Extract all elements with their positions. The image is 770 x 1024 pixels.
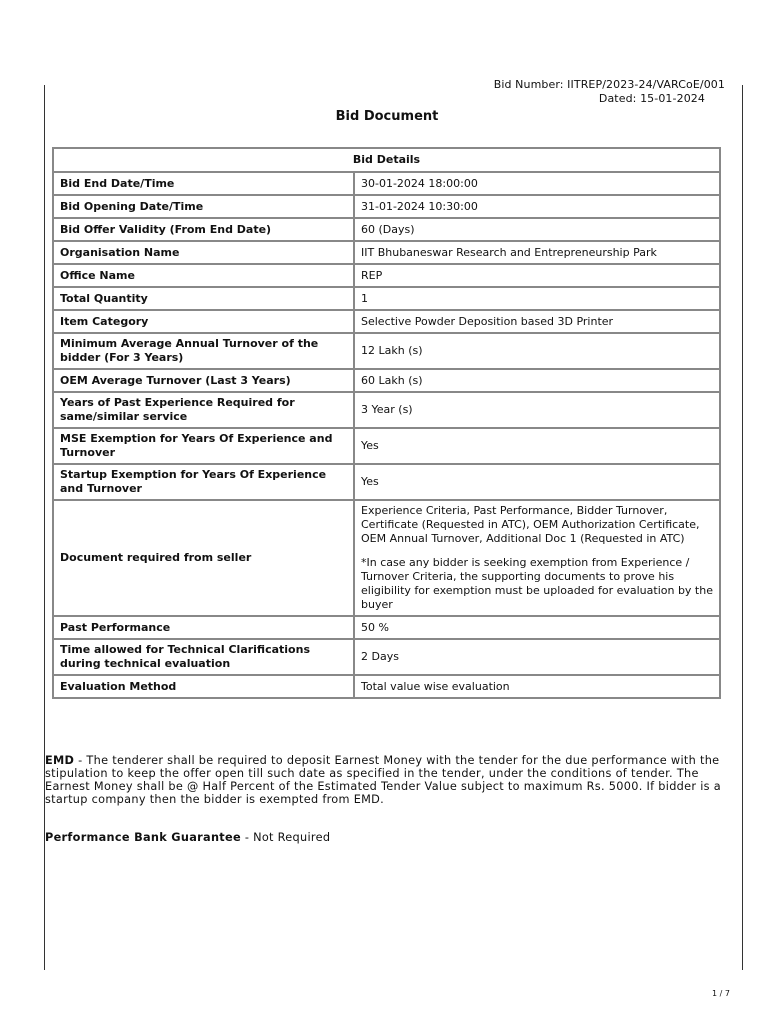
- row-label: Evaluation Method: [53, 675, 354, 698]
- row-value: Yes: [354, 464, 720, 500]
- emd-paragraph: [45, 754, 735, 806]
- row-label: Past Performance: [53, 616, 354, 639]
- table-row: [53, 287, 720, 310]
- row-value: 60 Lakh (s): [354, 369, 720, 392]
- table-heading-row: [53, 148, 720, 172]
- row-label: OEM Average Turnover (Last 3 Years): [53, 369, 354, 392]
- row-label: Startup Exemption for Years Of Experience and Turnover: [53, 464, 354, 500]
- row-label: Document required from seller: [53, 500, 354, 616]
- bid-details-table: [52, 147, 721, 699]
- row-value: 2 Days: [354, 639, 720, 675]
- bid-header: [494, 78, 725, 106]
- table-row: [53, 241, 720, 264]
- emd-label: EMD: [45, 754, 75, 767]
- row-value-cell: [354, 500, 720, 616]
- row-value: 12 Lakh (s): [354, 333, 720, 369]
- row-label: Organisation Name: [53, 241, 354, 264]
- pbg-label: Performance Bank Guarantee: [45, 831, 241, 844]
- table-row: [53, 464, 720, 500]
- row-value: IIT Bhubaneswar Research and Entrepreneurship Park: [354, 241, 720, 264]
- table-row: [53, 310, 720, 333]
- row-label: Item Category: [53, 310, 354, 333]
- row-value: Selective Powder Deposition based 3D Printer: [354, 310, 720, 333]
- table-row: [53, 264, 720, 287]
- table-row: [53, 428, 720, 464]
- row-label: Office Name: [53, 264, 354, 287]
- row-label: Bid End Date/Time: [53, 172, 354, 195]
- row-value: Total value wise evaluation: [354, 675, 720, 698]
- table-row: [53, 392, 720, 428]
- table-row: [53, 172, 720, 195]
- right-margin-line: [742, 85, 743, 970]
- page-title: Bid Document: [335, 109, 439, 124]
- exemption-note: *In case any bidder is seeking exemption from Experience / Turnover Criteria, the supporting documents to prove his eligibility for exemption must be uploaded for evaluation by the buyer: [361, 556, 713, 611]
- row-value: Experience Criteria, Past Performance, Bidder Turnover, Certificate (Requested in ATC), OEM Authorization Certificate, OEM Annual Turnover, Additional Doc 1 (Requested in ATC): [361, 504, 700, 545]
- table-row: [53, 195, 720, 218]
- table-row: [53, 218, 720, 241]
- table-heading: Bid Details: [53, 148, 720, 172]
- row-label: Total Quantity: [53, 287, 354, 310]
- row-label: MSE Exemption for Years Of Experience and Turnover: [53, 428, 354, 464]
- table-row: [53, 369, 720, 392]
- row-label: Minimum Average Annual Turnover of the bidder (For 3 Years): [53, 333, 354, 369]
- emd-text: - The tenderer shall be required to deposit Earnest Money with the tender for the due performance with the stipulation to keep the offer open till such date as specified in the tender, under the conditions of tender. The Earnest Money shall be @ Half Percent of the Estimated Tender Value subject to maximum Rs. 5000. If bidder is a startup company then the bidder is exempted from EMD.: [45, 754, 721, 806]
- row-value: 50 %: [354, 616, 720, 639]
- row-value: REP: [354, 264, 720, 287]
- table-row: [53, 500, 720, 616]
- page-number: 1 / 7: [712, 989, 730, 998]
- row-value: 30-01-2024 18:00:00: [354, 172, 720, 195]
- row-value: 31-01-2024 10:30:00: [354, 195, 720, 218]
- row-label: Bid Offer Validity (From End Date): [53, 218, 354, 241]
- row-value: Yes: [354, 428, 720, 464]
- bid-number: Bid Number: IITREP/2023-24/VARCoE/001: [493, 78, 725, 91]
- row-label: Years of Past Experience Required for same/similar service: [53, 392, 354, 428]
- table-row: [53, 333, 720, 369]
- bid-date: Dated: 15-01-2024: [598, 92, 705, 105]
- row-label: Time allowed for Technical Clarifications during technical evaluation: [53, 639, 354, 675]
- table-row: [53, 639, 720, 675]
- row-value: 1: [354, 287, 720, 310]
- row-value: 3 Year (s): [354, 392, 720, 428]
- pbg-paragraph: [45, 831, 735, 844]
- row-label: Bid Opening Date/Time: [53, 195, 354, 218]
- table-row: [53, 616, 720, 639]
- pbg-text: - Not Required: [240, 831, 331, 844]
- row-value: 60 (Days): [354, 218, 720, 241]
- table-row: [53, 675, 720, 698]
